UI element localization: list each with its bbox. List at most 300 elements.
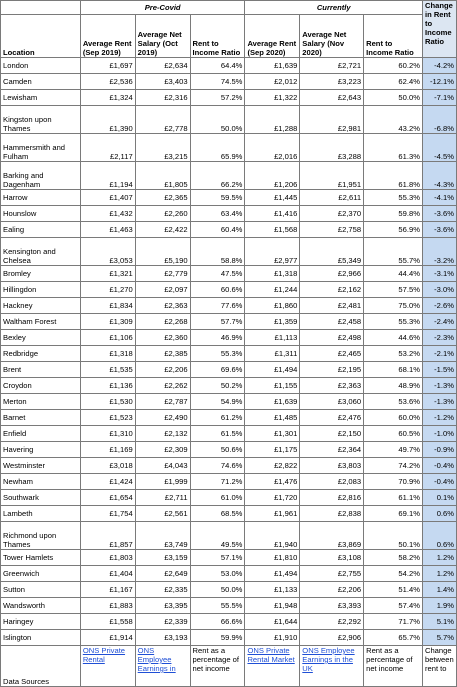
cell-cur-ratio: 69.1% — [364, 506, 423, 522]
cell-pre-salary: £2,363 — [135, 298, 190, 314]
cell-location: Southwark — [1, 490, 81, 506]
cell-cur-salary: £2,370 — [300, 206, 364, 222]
cell-change: 0.6% — [422, 506, 456, 522]
cell-location: Redbridge — [1, 346, 81, 362]
cell-cur-rent: £1,568 — [245, 222, 300, 238]
cell-change: -3.2% — [422, 238, 456, 266]
cell-cur-ratio: 55.3% — [364, 314, 423, 330]
cell-change: 0.6% — [422, 522, 456, 550]
cell-location: Hammersmith and Fulham — [1, 134, 81, 162]
cell-change: 5.1% — [422, 614, 456, 630]
cell-pre-rent: £1,310 — [80, 426, 135, 442]
source-link[interactable]: ONS Employee Earnings in the UK — [302, 646, 355, 673]
table-row — [1, 298, 457, 314]
cell-cur-rent: £1,133 — [245, 582, 300, 598]
cell-pre-salary: £2,260 — [135, 206, 190, 222]
cell-pre-rent: £1,530 — [80, 394, 135, 410]
cell-change: -2.4% — [422, 314, 456, 330]
cell-pre-ratio: 69.6% — [190, 362, 245, 378]
cell-cur-salary: £2,758 — [300, 222, 364, 238]
cell-change: -0.4% — [422, 458, 456, 474]
cell-cur-salary: £3,803 — [300, 458, 364, 474]
group-currently: Currently — [245, 1, 423, 15]
cell-pre-salary: £2,365 — [135, 190, 190, 206]
cell-pre-rent: £1,463 — [80, 222, 135, 238]
cell-pre-rent: £1,390 — [80, 106, 135, 134]
cell-pre-ratio: 57.7% — [190, 314, 245, 330]
cell-cur-rent: £1,244 — [245, 282, 300, 298]
cell-cur-salary: £2,363 — [300, 378, 364, 394]
cell-cur-rent: £1,416 — [245, 206, 300, 222]
cell-pre-salary: £1,805 — [135, 162, 190, 190]
cell-cur-salary: £3,223 — [300, 74, 364, 90]
cell-pre-rent: £1,167 — [80, 582, 135, 598]
cell-change: -2.1% — [422, 346, 456, 362]
cell-cur-ratio: 55.3% — [364, 190, 423, 206]
cell-location: Camden — [1, 74, 81, 90]
cell-pre-salary: £2,385 — [135, 346, 190, 362]
cell-cur-rent: £1,639 — [245, 58, 300, 74]
header-pre-salary: Average Net Salary (Oct 2019) — [135, 15, 190, 58]
cell-change: 1.9% — [422, 598, 456, 614]
table-row — [1, 346, 457, 362]
cell-pre-rent: £1,404 — [80, 566, 135, 582]
cell-pre-ratio: 59.9% — [190, 630, 245, 646]
cell-location: Brent — [1, 362, 81, 378]
table-row — [1, 206, 457, 222]
cell-cur-rent: £1,301 — [245, 426, 300, 442]
cell-cur-rent: £1,445 — [245, 190, 300, 206]
cell-location: Harrow — [1, 190, 81, 206]
header-cur-salary: Average Net Salary (Nov 2020) — [300, 15, 364, 58]
cell-pre-ratio: 60.6% — [190, 282, 245, 298]
cell-pre-rent: £1,321 — [80, 266, 135, 282]
table-row — [1, 522, 457, 550]
cell-pre-rent: £3,018 — [80, 458, 135, 474]
cell-cur-ratio: 61.1% — [364, 490, 423, 506]
table-row — [1, 410, 457, 426]
cell-pre-rent: £1,558 — [80, 614, 135, 630]
cell-location: Wandsworth — [1, 598, 81, 614]
cell-cur-rent: £2,012 — [245, 74, 300, 90]
cell-cur-ratio: 74.2% — [364, 458, 423, 474]
cell-cur-salary: £3,288 — [300, 134, 364, 162]
cell-pre-ratio: 60.4% — [190, 222, 245, 238]
cell-cur-rent: £2,016 — [245, 134, 300, 162]
source-cell — [245, 646, 300, 687]
table-row — [1, 222, 457, 238]
cell-pre-salary: £3,159 — [135, 550, 190, 566]
group-pre-covid: Pre-Covid — [80, 1, 245, 15]
cell-cur-salary: £3,060 — [300, 394, 364, 410]
cell-pre-rent: £1,324 — [80, 90, 135, 106]
cell-cur-rent: £2,822 — [245, 458, 300, 474]
cell-location: Bexley — [1, 330, 81, 346]
cell-pre-salary: £3,403 — [135, 74, 190, 90]
cell-cur-rent: £1,720 — [245, 490, 300, 506]
cell-location: Westminster — [1, 458, 81, 474]
table-row — [1, 58, 457, 74]
cell-change: -1.5% — [422, 362, 456, 378]
cell-pre-ratio: 77.6% — [190, 298, 245, 314]
cell-pre-rent: £1,407 — [80, 190, 135, 206]
cell-cur-ratio: 51.4% — [364, 582, 423, 598]
cell-pre-ratio: 64.4% — [190, 58, 245, 74]
cell-cur-salary: £2,083 — [300, 474, 364, 490]
cell-cur-rent: £1,476 — [245, 474, 300, 490]
table-row — [1, 282, 457, 298]
cell-cur-rent: £1,940 — [245, 522, 300, 550]
cell-cur-ratio: 44.6% — [364, 330, 423, 346]
cell-pre-salary: £2,339 — [135, 614, 190, 630]
cell-change: -1.3% — [422, 378, 456, 394]
cell-pre-salary: £2,778 — [135, 106, 190, 134]
cell-cur-salary: £5,349 — [300, 238, 364, 266]
source-link[interactable]: ONS Employee Earnings in — [137, 646, 176, 673]
cell-change: 1.2% — [422, 550, 456, 566]
cell-location: Waltham Forest — [1, 314, 81, 330]
cell-pre-rent: £1,834 — [80, 298, 135, 314]
cell-pre-ratio: 55.5% — [190, 598, 245, 614]
cell-pre-salary: £2,561 — [135, 506, 190, 522]
source-link[interactable]: ONS Private Rental — [82, 646, 126, 664]
cell-pre-ratio: 53.0% — [190, 566, 245, 582]
cell-location: Hounslow — [1, 206, 81, 222]
cell-pre-rent: £1,106 — [80, 330, 135, 346]
cell-pre-ratio: 65.9% — [190, 134, 245, 162]
cell-cur-rent: £2,977 — [245, 238, 300, 266]
cell-pre-rent: £1,697 — [80, 58, 135, 74]
cell-cur-rent: £1,311 — [245, 346, 300, 362]
cell-cur-salary: £2,476 — [300, 410, 364, 426]
cell-cur-ratio: 55.7% — [364, 238, 423, 266]
cell-cur-rent: £1,485 — [245, 410, 300, 426]
cell-pre-salary: £2,779 — [135, 266, 190, 282]
cell-pre-salary: £2,262 — [135, 378, 190, 394]
cell-pre-salary: £2,490 — [135, 410, 190, 426]
cell-location: Barking and Dagenham — [1, 162, 81, 190]
cell-location: Kingston upon Thames — [1, 106, 81, 134]
cell-pre-ratio: 71.2% — [190, 474, 245, 490]
cell-pre-salary: £1,999 — [135, 474, 190, 490]
cell-change: -4.2% — [422, 58, 456, 74]
cell-cur-ratio: 62.4% — [364, 74, 423, 90]
cell-location: Ealing — [1, 222, 81, 238]
cell-pre-rent: £1,523 — [80, 410, 135, 426]
cell-pre-salary: £2,711 — [135, 490, 190, 506]
cell-pre-rent: £1,914 — [80, 630, 135, 646]
cell-pre-rent: £1,803 — [80, 550, 135, 566]
table-row — [1, 74, 457, 90]
cell-change: -3.1% — [422, 266, 456, 282]
cell-location: Enfield — [1, 426, 81, 442]
cell-cur-rent: £1,644 — [245, 614, 300, 630]
table-row — [1, 378, 457, 394]
table-row — [1, 162, 457, 190]
cell-cur-rent: £1,910 — [245, 630, 300, 646]
table-row — [1, 362, 457, 378]
cell-pre-rent: £1,654 — [80, 490, 135, 506]
cell-cur-salary: £2,458 — [300, 314, 364, 330]
cell-change: -3.0% — [422, 282, 456, 298]
cell-change: -1.0% — [422, 426, 456, 442]
cell-pre-salary: £2,097 — [135, 282, 190, 298]
cell-change: -3.6% — [422, 206, 456, 222]
source-link[interactable]: ONS Private Rental Market — [247, 646, 295, 664]
cell-pre-salary: £2,634 — [135, 58, 190, 74]
cell-location: Croydon — [1, 378, 81, 394]
table-row — [1, 266, 457, 282]
cell-pre-salary: £4,043 — [135, 458, 190, 474]
cell-cur-salary: £1,951 — [300, 162, 364, 190]
cell-cur-rent: £1,494 — [245, 362, 300, 378]
cell-pre-rent: £1,169 — [80, 442, 135, 458]
cell-pre-rent: £1,424 — [80, 474, 135, 490]
cell-pre-ratio: 46.9% — [190, 330, 245, 346]
cell-cur-salary: £3,393 — [300, 598, 364, 614]
source-cell: Change between rent to — [422, 646, 456, 687]
header-cur-ratio: Rent to Income Ratio — [364, 15, 423, 58]
cell-cur-ratio: 58.2% — [364, 550, 423, 566]
cell-pre-salary: £3,215 — [135, 134, 190, 162]
cell-pre-rent: £1,535 — [80, 362, 135, 378]
table-row — [1, 106, 457, 134]
cell-pre-ratio: 54.9% — [190, 394, 245, 410]
cell-pre-salary: £5,190 — [135, 238, 190, 266]
cell-pre-ratio: 63.4% — [190, 206, 245, 222]
cell-change: 5.7% — [422, 630, 456, 646]
table-row — [1, 238, 457, 266]
header-pre-rent: Average Rent (Sep 2019) — [80, 15, 135, 58]
cell-pre-rent: £1,318 — [80, 346, 135, 362]
cell-cur-ratio: 60.2% — [364, 58, 423, 74]
cell-cur-salary: £2,611 — [300, 190, 364, 206]
cell-location: Bromley — [1, 266, 81, 282]
cell-cur-salary: £2,906 — [300, 630, 364, 646]
cell-cur-ratio: 70.9% — [364, 474, 423, 490]
cell-cur-rent: £1,155 — [245, 378, 300, 394]
cell-pre-salary: £3,749 — [135, 522, 190, 550]
cell-pre-ratio: 50.2% — [190, 378, 245, 394]
cell-cur-rent: £1,175 — [245, 442, 300, 458]
table-row — [1, 330, 457, 346]
cell-cur-rent: £1,288 — [245, 106, 300, 134]
cell-change: -3.6% — [422, 222, 456, 238]
cell-location: Havering — [1, 442, 81, 458]
cell-pre-rent: £1,270 — [80, 282, 135, 298]
cell-pre-salary: £2,649 — [135, 566, 190, 582]
cell-pre-salary: £3,395 — [135, 598, 190, 614]
column-header-row — [1, 15, 457, 58]
cell-pre-salary: £2,309 — [135, 442, 190, 458]
table-row — [1, 426, 457, 442]
cell-cur-ratio: 44.4% — [364, 266, 423, 282]
cell-cur-ratio: 53.2% — [364, 346, 423, 362]
cell-cur-salary: £3,108 — [300, 550, 364, 566]
cell-cur-salary: £2,721 — [300, 58, 364, 74]
cell-pre-rent: £2,117 — [80, 134, 135, 162]
cell-pre-rent: £1,309 — [80, 314, 135, 330]
cell-pre-ratio: 49.5% — [190, 522, 245, 550]
cell-change: -4.3% — [422, 162, 456, 190]
table-row — [1, 614, 457, 630]
cell-location: Islington — [1, 630, 81, 646]
cell-pre-ratio: 74.5% — [190, 74, 245, 90]
table-row — [1, 630, 457, 646]
table-row — [1, 582, 457, 598]
cell-pre-rent: £1,432 — [80, 206, 135, 222]
cell-pre-ratio: 50.0% — [190, 106, 245, 134]
cell-change: -0.4% — [422, 474, 456, 490]
source-cell — [80, 646, 135, 687]
source-cell: Rent as a percentage of net income — [364, 646, 423, 687]
cell-cur-ratio: 56.9% — [364, 222, 423, 238]
source-cell — [300, 646, 364, 687]
cell-change: -4.1% — [422, 190, 456, 206]
cell-location: Hillingdon — [1, 282, 81, 298]
cell-change: -0.9% — [422, 442, 456, 458]
cell-cur-salary: £2,498 — [300, 330, 364, 346]
cell-cur-rent: £1,860 — [245, 298, 300, 314]
table-row — [1, 598, 457, 614]
cell-cur-ratio: 60.5% — [364, 426, 423, 442]
cell-pre-rent: £3,053 — [80, 238, 135, 266]
table-row — [1, 566, 457, 582]
cell-cur-rent: £1,318 — [245, 266, 300, 282]
cell-change: 1.4% — [422, 582, 456, 598]
cell-pre-rent: £1,754 — [80, 506, 135, 522]
cell-location: Tower Hamlets — [1, 550, 81, 566]
source-cell — [135, 646, 190, 687]
table-row — [1, 474, 457, 490]
cell-cur-rent: £1,359 — [245, 314, 300, 330]
cell-cur-salary: £2,643 — [300, 90, 364, 106]
cell-pre-salary: £2,132 — [135, 426, 190, 442]
cell-pre-salary: £2,422 — [135, 222, 190, 238]
table-row — [1, 90, 457, 106]
cell-location: Lewisham — [1, 90, 81, 106]
cell-cur-ratio: 57.4% — [364, 598, 423, 614]
cell-cur-ratio: 53.6% — [364, 394, 423, 410]
cell-cur-ratio: 61.3% — [364, 134, 423, 162]
cell-change: -6.8% — [422, 106, 456, 134]
cell-pre-ratio: 50.6% — [190, 442, 245, 458]
cell-cur-ratio: 60.0% — [364, 410, 423, 426]
cell-pre-ratio: 57.1% — [190, 550, 245, 566]
cell-pre-ratio: 61.5% — [190, 426, 245, 442]
cell-cur-salary: £2,816 — [300, 490, 364, 506]
cell-pre-ratio: 47.5% — [190, 266, 245, 282]
cell-cur-ratio: 50.0% — [364, 90, 423, 106]
cell-cur-ratio: 75.0% — [364, 298, 423, 314]
cell-change: 1.2% — [422, 566, 456, 582]
header-pre-ratio: Rent to Income Ratio — [190, 15, 245, 58]
cell-pre-salary: £2,360 — [135, 330, 190, 346]
table-row — [1, 134, 457, 162]
source-cell: Rent as a percentage of net income — [190, 646, 245, 687]
cell-location: Hackney — [1, 298, 81, 314]
cell-pre-ratio: 68.5% — [190, 506, 245, 522]
table-row — [1, 458, 457, 474]
header-cur-rent: Average Rent (Sep 2020) — [245, 15, 300, 58]
cell-pre-ratio: 55.3% — [190, 346, 245, 362]
cell-location: Lambeth — [1, 506, 81, 522]
header-location: Location — [1, 15, 81, 58]
cell-cur-rent: £1,948 — [245, 598, 300, 614]
table-body — [1, 58, 457, 646]
table-row — [1, 394, 457, 410]
cell-change: -2.3% — [422, 330, 456, 346]
cell-pre-ratio: 58.8% — [190, 238, 245, 266]
cell-cur-salary: £2,206 — [300, 582, 364, 598]
cell-cur-salary: £2,755 — [300, 566, 364, 582]
cell-cur-ratio: 57.5% — [364, 282, 423, 298]
cell-location: Kensington and Chelsea — [1, 238, 81, 266]
cell-change: 0.1% — [422, 490, 456, 506]
cell-change: -4.5% — [422, 134, 456, 162]
cell-pre-salary: £2,335 — [135, 582, 190, 598]
cell-pre-ratio: 50.0% — [190, 582, 245, 598]
cell-location: Barnet — [1, 410, 81, 426]
cell-location: London — [1, 58, 81, 74]
cell-cur-rent: £1,322 — [245, 90, 300, 106]
cell-cur-salary: £2,465 — [300, 346, 364, 362]
cell-pre-ratio: 61.2% — [190, 410, 245, 426]
cell-location: Sutton — [1, 582, 81, 598]
cell-cur-ratio: 61.8% — [364, 162, 423, 190]
cell-cur-rent: £1,113 — [245, 330, 300, 346]
table-row — [1, 506, 457, 522]
cell-cur-ratio: 48.9% — [364, 378, 423, 394]
cell-pre-ratio: 66.2% — [190, 162, 245, 190]
cell-cur-ratio: 68.1% — [364, 362, 423, 378]
cell-cur-ratio: 59.8% — [364, 206, 423, 222]
cell-pre-rent: £1,857 — [80, 522, 135, 550]
cell-location: Haringey — [1, 614, 81, 630]
cell-cur-rent: £1,206 — [245, 162, 300, 190]
cell-change: -7.1% — [422, 90, 456, 106]
cell-cur-ratio: 71.7% — [364, 614, 423, 630]
table-row — [1, 550, 457, 566]
cell-change: -1.2% — [422, 410, 456, 426]
cell-cur-salary: £2,162 — [300, 282, 364, 298]
header-change: Change in Rent to Income Ratio — [422, 1, 456, 58]
cell-pre-ratio: 66.6% — [190, 614, 245, 630]
cell-location: Richmond upon Thames — [1, 522, 81, 550]
cell-cur-rent: £1,494 — [245, 566, 300, 582]
cell-cur-salary: £2,981 — [300, 106, 364, 134]
cell-location: Greenwich — [1, 566, 81, 582]
cell-cur-ratio: 43.2% — [364, 106, 423, 134]
cell-cur-ratio: 65.7% — [364, 630, 423, 646]
cell-cur-salary: £2,481 — [300, 298, 364, 314]
cell-cur-salary: £2,966 — [300, 266, 364, 282]
cell-pre-rent: £1,194 — [80, 162, 135, 190]
cell-cur-salary: £2,292 — [300, 614, 364, 630]
cell-pre-salary: £2,206 — [135, 362, 190, 378]
cell-change: -1.3% — [422, 394, 456, 410]
table-row — [1, 190, 457, 206]
cell-cur-salary: £3,869 — [300, 522, 364, 550]
data-sources-row — [1, 646, 457, 687]
cell-cur-salary: £2,195 — [300, 362, 364, 378]
cell-pre-salary: £2,787 — [135, 394, 190, 410]
cell-cur-salary: £2,364 — [300, 442, 364, 458]
table-row — [1, 442, 457, 458]
cell-cur-ratio: 50.1% — [364, 522, 423, 550]
cell-cur-rent: £1,810 — [245, 550, 300, 566]
group-header-blank — [1, 1, 81, 15]
